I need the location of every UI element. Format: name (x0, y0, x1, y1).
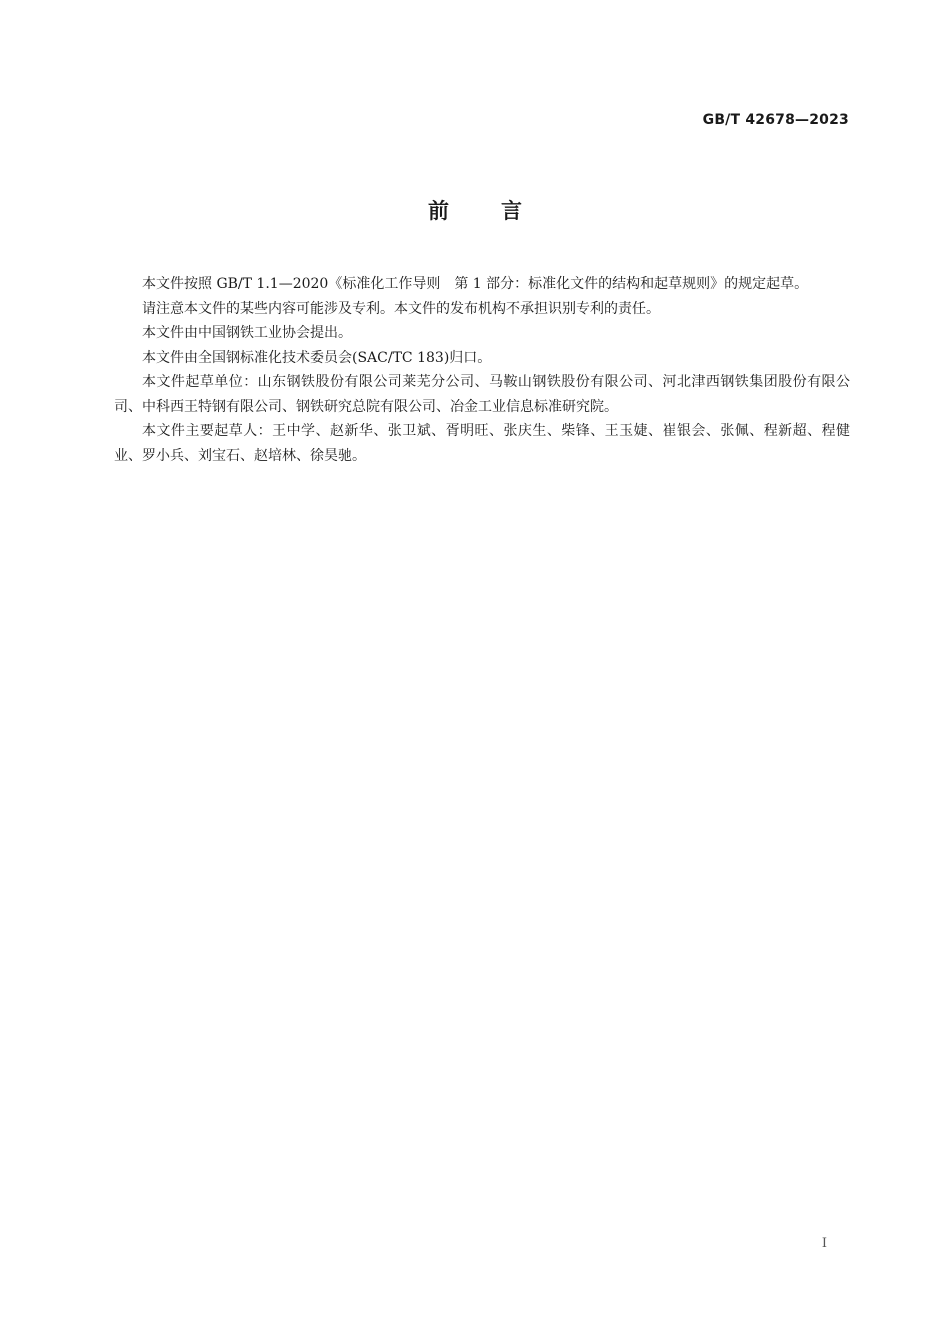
paragraph-patent-notice: 请注意本文件的某些内容可能涉及专利。本文件的发布机构不承担识别专利的责任。 (142, 300, 660, 317)
page-number: I (821, 1236, 827, 1251)
page-title: 前言 (428, 199, 574, 223)
standard-number: GB/T 42678—2023 (702, 112, 849, 128)
paragraph-drafters: 本文件主要起草人：王中学、赵新华、张卫斌、胥明旺、张庆生、柴锋、王玉婕、崔银会、张佩、程新超、程健业、罗小兵、刘宝石、赵培林、徐昊驰。 (114, 423, 850, 464)
paragraph-drafting-rules: 本文件按照 GB/T 1.1—2020《标准化工作导则 第 1 部分：标准化文件的结构和起草规则》的规定起草。 (142, 276, 809, 292)
foreword-body (114, 272, 850, 468)
paragraph-proposer: 本文件由中国钢铁工业协会提出。 (142, 325, 352, 341)
paragraph-drafting-units: 本文件起草单位：山东钢铁股份有限公司莱芜分公司、马鞍山钢铁股份有限公司、河北津西钢铁集团股份有限公司、中科西王特钢有限公司、钢铁研究总院有限公司、冶金工业信息标准研究院。 (114, 374, 850, 415)
paragraph-centralized-management: 本文件由全国钢标准化技术委员会(SAC/TC 183)归口。 (142, 349, 492, 366)
